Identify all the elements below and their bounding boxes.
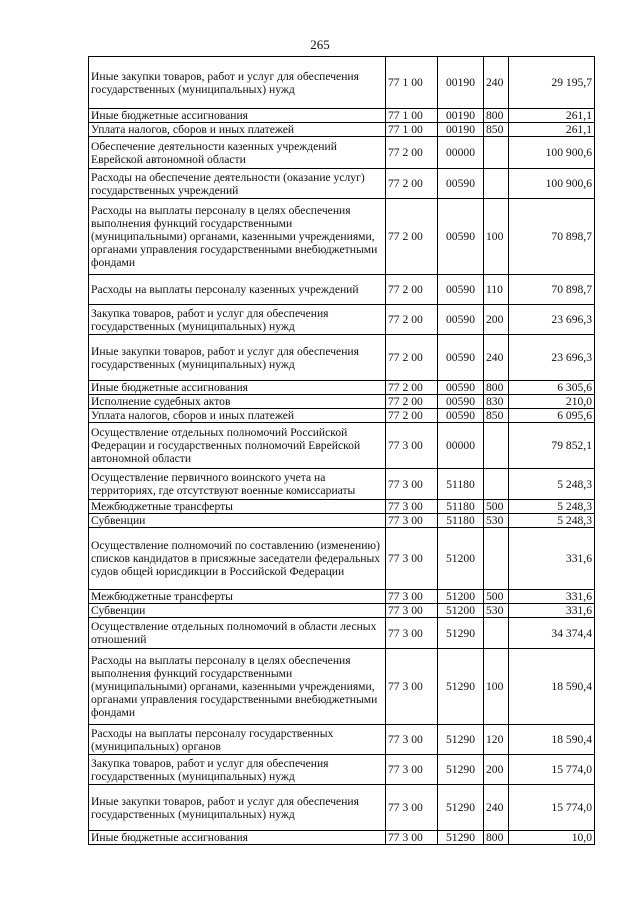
table-row: [89, 649, 595, 725]
table-row: [89, 469, 595, 500]
direction-code-cell: 00590: [438, 395, 484, 409]
expense-name-cell: Осуществление первичного воинского учета на территориях, где отсутствуют военные комиссариаты: [89, 469, 386, 500]
expense-type-cell: 240: [484, 57, 509, 109]
expense-type-cell: 200: [484, 305, 509, 335]
table-row: [89, 123, 595, 137]
table-row: [89, 725, 595, 755]
expense-name-cell: Осуществление отдельных полномочий в области лесных отношений: [89, 618, 386, 649]
expense-name-cell: Расходы на выплаты персоналу государственных (муниципальных) органов: [89, 725, 386, 755]
expense-name-cell: Расходы на обеспечение деятельности (оказание услуг) государственных учреждений: [89, 169, 386, 199]
expense-name-cell: Межбюджетные трансферты: [89, 590, 386, 604]
program-code-cell: 77 3 00: [386, 469, 438, 500]
budget-table: [88, 56, 595, 845]
expense-type-cell: 500: [484, 590, 509, 604]
table-row: [89, 395, 595, 409]
amount-cell: 331,6: [509, 528, 595, 590]
amount-cell: 18 590,4: [509, 725, 595, 755]
program-code-cell: 77 1 00: [386, 57, 438, 109]
program-code-cell: 77 3 00: [386, 528, 438, 590]
expense-name-cell: Иные бюджетные ассигнования: [89, 381, 386, 395]
direction-code-cell: 00000: [438, 423, 484, 469]
amount-cell: 10,0: [509, 831, 595, 845]
expense-name-cell: Субвенции: [89, 514, 386, 528]
table-row: [89, 57, 595, 109]
expense-type-cell: 530: [484, 514, 509, 528]
table-row: [89, 335, 595, 381]
amount-cell: 100 900,6: [509, 169, 595, 199]
table-row: [89, 755, 595, 785]
direction-code-cell: 00190: [438, 57, 484, 109]
expense-type-cell: 120: [484, 725, 509, 755]
program-code-cell: 77 2 00: [386, 137, 438, 169]
program-code-cell: 77 2 00: [386, 409, 438, 423]
amount-cell: 6 305,6: [509, 381, 595, 395]
amount-cell: 15 774,0: [509, 755, 595, 785]
program-code-cell: 77 3 00: [386, 649, 438, 725]
table-row: [89, 604, 595, 618]
table-row: [89, 831, 595, 845]
expense-name-cell: Уплата налогов, сборов и иных платежей: [89, 123, 386, 137]
program-code-cell: 77 2 00: [386, 335, 438, 381]
expense-name-cell: Закупка товаров, работ и услуг для обеспечения государственных (муниципальных) нужд: [89, 305, 386, 335]
expense-type-cell: 500: [484, 500, 509, 514]
expense-type-cell: 800: [484, 381, 509, 395]
expense-type-cell: 800: [484, 109, 509, 123]
table-row: [89, 169, 595, 199]
direction-code-cell: 00590: [438, 409, 484, 423]
direction-code-cell: 00590: [438, 381, 484, 395]
expense-type-cell: 530: [484, 604, 509, 618]
program-code-cell: 77 2 00: [386, 305, 438, 335]
amount-cell: 5 248,3: [509, 500, 595, 514]
amount-cell: 5 248,3: [509, 469, 595, 500]
amount-cell: 5 248,3: [509, 514, 595, 528]
amount-cell: 70 898,7: [509, 199, 595, 275]
expense-name-cell: Иные бюджетные ассигнования: [89, 109, 386, 123]
amount-cell: 29 195,7: [509, 57, 595, 109]
direction-code-cell: 51180: [438, 469, 484, 500]
expense-name-cell: Расходы на выплаты персоналу в целях обеспечения выполнения функций государственными (муниципальными) органами, казенными учреждениями, органами управления государственными внебюджетными фондами: [89, 649, 386, 725]
program-code-cell: 77 3 00: [386, 514, 438, 528]
amount-cell: 79 852,1: [509, 423, 595, 469]
table-row: [89, 409, 595, 423]
direction-code-cell: 51200: [438, 590, 484, 604]
expense-name-cell: Иные закупки товаров, работ и услуг для обеспечения государственных (муниципальных) нужд: [89, 57, 386, 109]
program-code-cell: 77 2 00: [386, 199, 438, 275]
amount-cell: 34 374,4: [509, 618, 595, 649]
expense-type-cell: 850: [484, 409, 509, 423]
program-code-cell: 77 2 00: [386, 395, 438, 409]
expense-name-cell: Уплата налогов, сборов и иных платежей: [89, 409, 386, 423]
expense-type-cell: 850: [484, 123, 509, 137]
direction-code-cell: 51290: [438, 618, 484, 649]
expense-type-cell: 100: [484, 199, 509, 275]
amount-cell: 18 590,4: [509, 649, 595, 725]
amount-cell: 23 696,3: [509, 305, 595, 335]
program-code-cell: 77 3 00: [386, 590, 438, 604]
expense-type-cell: [484, 469, 509, 500]
direction-code-cell: 00190: [438, 123, 484, 137]
program-code-cell: 77 3 00: [386, 604, 438, 618]
expense-name-cell: Расходы на выплаты персоналу казенных учреждений: [89, 275, 386, 305]
table-row: [89, 199, 595, 275]
expense-name-cell: Иные закупки товаров, работ и услуг для обеспечения государственных (муниципальных) нужд: [89, 785, 386, 831]
amount-cell: 70 898,7: [509, 275, 595, 305]
expense-name-cell: Иные закупки товаров, работ и услуг для обеспечения государственных (муниципальных) нужд: [89, 335, 386, 381]
direction-code-cell: 51180: [438, 500, 484, 514]
budget-table-body: [89, 57, 595, 845]
direction-code-cell: 51180: [438, 514, 484, 528]
table-row: [89, 590, 595, 604]
amount-cell: 100 900,6: [509, 137, 595, 169]
expense-name-cell: Осуществление отдельных полномочий Российской Федерации и государственных полномочий Еврейской автономной области: [89, 423, 386, 469]
expense-type-cell: 800: [484, 831, 509, 845]
expense-type-cell: 830: [484, 395, 509, 409]
amount-cell: 15 774,0: [509, 785, 595, 831]
expense-name-cell: Исполнение судебных актов: [89, 395, 386, 409]
expense-name-cell: Иные бюджетные ассигнования: [89, 831, 386, 845]
direction-code-cell: 51200: [438, 604, 484, 618]
expense-name-cell: Закупка товаров, работ и услуг для обеспечения государственных (муниципальных) нужд: [89, 755, 386, 785]
direction-code-cell: 51290: [438, 785, 484, 831]
program-code-cell: 77 2 00: [386, 169, 438, 199]
expense-type-cell: [484, 137, 509, 169]
direction-code-cell: 51290: [438, 755, 484, 785]
program-code-cell: 77 3 00: [386, 831, 438, 845]
direction-code-cell: 51290: [438, 725, 484, 755]
expense-type-cell: [484, 528, 509, 590]
expense-type-cell: [484, 423, 509, 469]
direction-code-cell: 00000: [438, 137, 484, 169]
amount-cell: 331,6: [509, 604, 595, 618]
table-row: [89, 618, 595, 649]
expense-name-cell: Обеспечение деятельности казенных учреждений Еврейской автономной области: [89, 137, 386, 169]
expense-name-cell: Осуществление полномочий по составлению (изменению) списков кандидатов в присяжные заседатели федеральных судов общей юрисдикции в Российской Федерации: [89, 528, 386, 590]
program-code-cell: 77 3 00: [386, 500, 438, 514]
program-code-cell: 77 1 00: [386, 123, 438, 137]
program-code-cell: 77 3 00: [386, 423, 438, 469]
direction-code-cell: 00590: [438, 275, 484, 305]
amount-cell: 261,1: [509, 123, 595, 137]
program-code-cell: 77 3 00: [386, 618, 438, 649]
program-code-cell: 77 2 00: [386, 381, 438, 395]
program-code-cell: 77 1 00: [386, 109, 438, 123]
program-code-cell: 77 3 00: [386, 725, 438, 755]
amount-cell: 261,1: [509, 109, 595, 123]
amount-cell: 6 095,6: [509, 409, 595, 423]
program-code-cell: 77 3 00: [386, 755, 438, 785]
table-row: [89, 275, 595, 305]
table-row: [89, 528, 595, 590]
expense-type-cell: 100: [484, 649, 509, 725]
direction-code-cell: 00590: [438, 199, 484, 275]
expense-type-cell: [484, 618, 509, 649]
table-row: [89, 109, 595, 123]
program-code-cell: 77 2 00: [386, 275, 438, 305]
table-row: [89, 137, 595, 169]
direction-code-cell: 51290: [438, 649, 484, 725]
expense-type-cell: 200: [484, 755, 509, 785]
table-row: [89, 785, 595, 831]
direction-code-cell: 51290: [438, 831, 484, 845]
amount-cell: 23 696,3: [509, 335, 595, 381]
expense-type-cell: 240: [484, 785, 509, 831]
expense-type-cell: 110: [484, 275, 509, 305]
direction-code-cell: 51200: [438, 528, 484, 590]
direction-code-cell: 00590: [438, 335, 484, 381]
expense-name-cell: Межбюджетные трансферты: [89, 500, 386, 514]
table-row: [89, 500, 595, 514]
direction-code-cell: 00590: [438, 169, 484, 199]
expense-name-cell: Расходы на выплаты персоналу в целях обеспечения выполнения функций государственными (муниципальными) органами, казенными учреждениями, органами управления государственными внебюджетными фондами: [89, 199, 386, 275]
expense-type-cell: 240: [484, 335, 509, 381]
direction-code-cell: 00590: [438, 305, 484, 335]
program-code-cell: 77 3 00: [386, 785, 438, 831]
page-number: 265: [310, 37, 330, 52]
table-row: [89, 514, 595, 528]
amount-cell: 210,0: [509, 395, 595, 409]
table-row: [89, 381, 595, 395]
expense-type-cell: [484, 169, 509, 199]
direction-code-cell: 00190: [438, 109, 484, 123]
table-row: [89, 423, 595, 469]
expense-name-cell: Субвенции: [89, 604, 386, 618]
table-row: [89, 305, 595, 335]
amount-cell: 331,6: [509, 590, 595, 604]
